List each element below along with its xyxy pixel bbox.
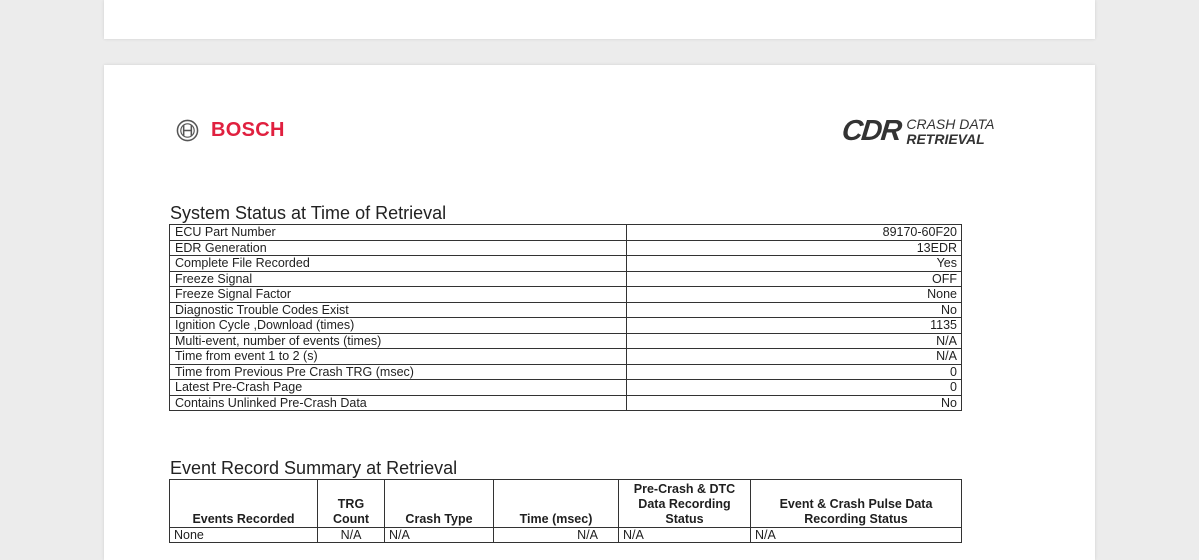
table-row [170, 364, 962, 380]
row-value: No [627, 395, 962, 411]
column-header: Events Recorded [170, 480, 318, 528]
table-row [170, 240, 962, 256]
row-label: Freeze Signal [170, 271, 627, 287]
cdr-tagline-line2: RETRIEVAL [906, 130, 985, 147]
row-value: 0 [627, 380, 962, 396]
cdr-tagline-line1: CRASH DATA [906, 115, 995, 132]
table-row [170, 349, 962, 365]
report-page [104, 65, 1095, 560]
table-row [170, 225, 962, 241]
table-cell: N/A [494, 528, 619, 543]
table-row [170, 395, 962, 411]
table-header-row [170, 480, 962, 528]
table-cell: None [170, 528, 318, 543]
column-header: Pre-Crash & DTC Data Recording Status [619, 480, 751, 528]
row-label: Diagnostic Trouble Codes Exist [170, 302, 627, 318]
row-value: Yes [627, 256, 962, 272]
row-value: 0 [627, 364, 962, 380]
row-label: Time from event 1 to 2 (s) [170, 349, 627, 365]
event-summary-title: Event Record Summary at Retrieval [170, 458, 458, 478]
row-label: ECU Part Number [170, 225, 627, 241]
table-cell: N/A [385, 528, 494, 543]
table-row [170, 333, 962, 349]
bosch-wordmark: BOSCH [211, 119, 285, 141]
row-label: Contains Unlinked Pre-Crash Data [170, 395, 627, 411]
table-row [170, 302, 962, 318]
row-label: Latest Pre-Crash Page [170, 380, 627, 396]
row-value: No [627, 302, 962, 318]
cdr-logo [842, 115, 995, 148]
row-label: Time from Previous Pre Crash TRG (msec) [170, 364, 627, 380]
table-row [170, 528, 962, 543]
row-value: 1135 [627, 318, 962, 334]
row-value: None [627, 287, 962, 303]
row-label: Freeze Signal Factor [170, 287, 627, 303]
row-label: Ignition Cycle ,Download (times) [170, 318, 627, 334]
cdr-mark: CDR [840, 115, 903, 147]
event-summary-table [169, 479, 962, 543]
row-label: Multi-event, number of events (times) [170, 333, 627, 349]
table-row [170, 318, 962, 334]
column-header: Time (msec) [494, 480, 619, 528]
table-row [170, 271, 962, 287]
system-status-table [169, 224, 962, 411]
column-header: Event & Crash Pulse Data Recording Status [751, 480, 962, 528]
cdr-tagline [906, 117, 994, 147]
row-label: EDR Generation [170, 240, 627, 256]
row-value: 13EDR [627, 240, 962, 256]
table-cell: N/A [318, 528, 385, 543]
row-value: N/A [627, 349, 962, 365]
row-value: OFF [627, 271, 962, 287]
table-row [170, 287, 962, 303]
row-value: N/A [627, 333, 962, 349]
column-header: Crash Type [385, 480, 494, 528]
table-cell: N/A [619, 528, 751, 543]
bosch-armature-icon [176, 119, 199, 142]
previous-page [104, 0, 1095, 39]
table-row [170, 256, 962, 272]
table-row [170, 380, 962, 396]
row-label: Complete File Recorded [170, 256, 627, 272]
bosch-logo [176, 119, 285, 142]
table-cell: N/A [751, 528, 962, 543]
system-status-title: System Status at Time of Retrieval [170, 203, 447, 223]
row-value: 89170-60F20 [627, 225, 962, 241]
column-header: TRG Count [318, 480, 385, 528]
